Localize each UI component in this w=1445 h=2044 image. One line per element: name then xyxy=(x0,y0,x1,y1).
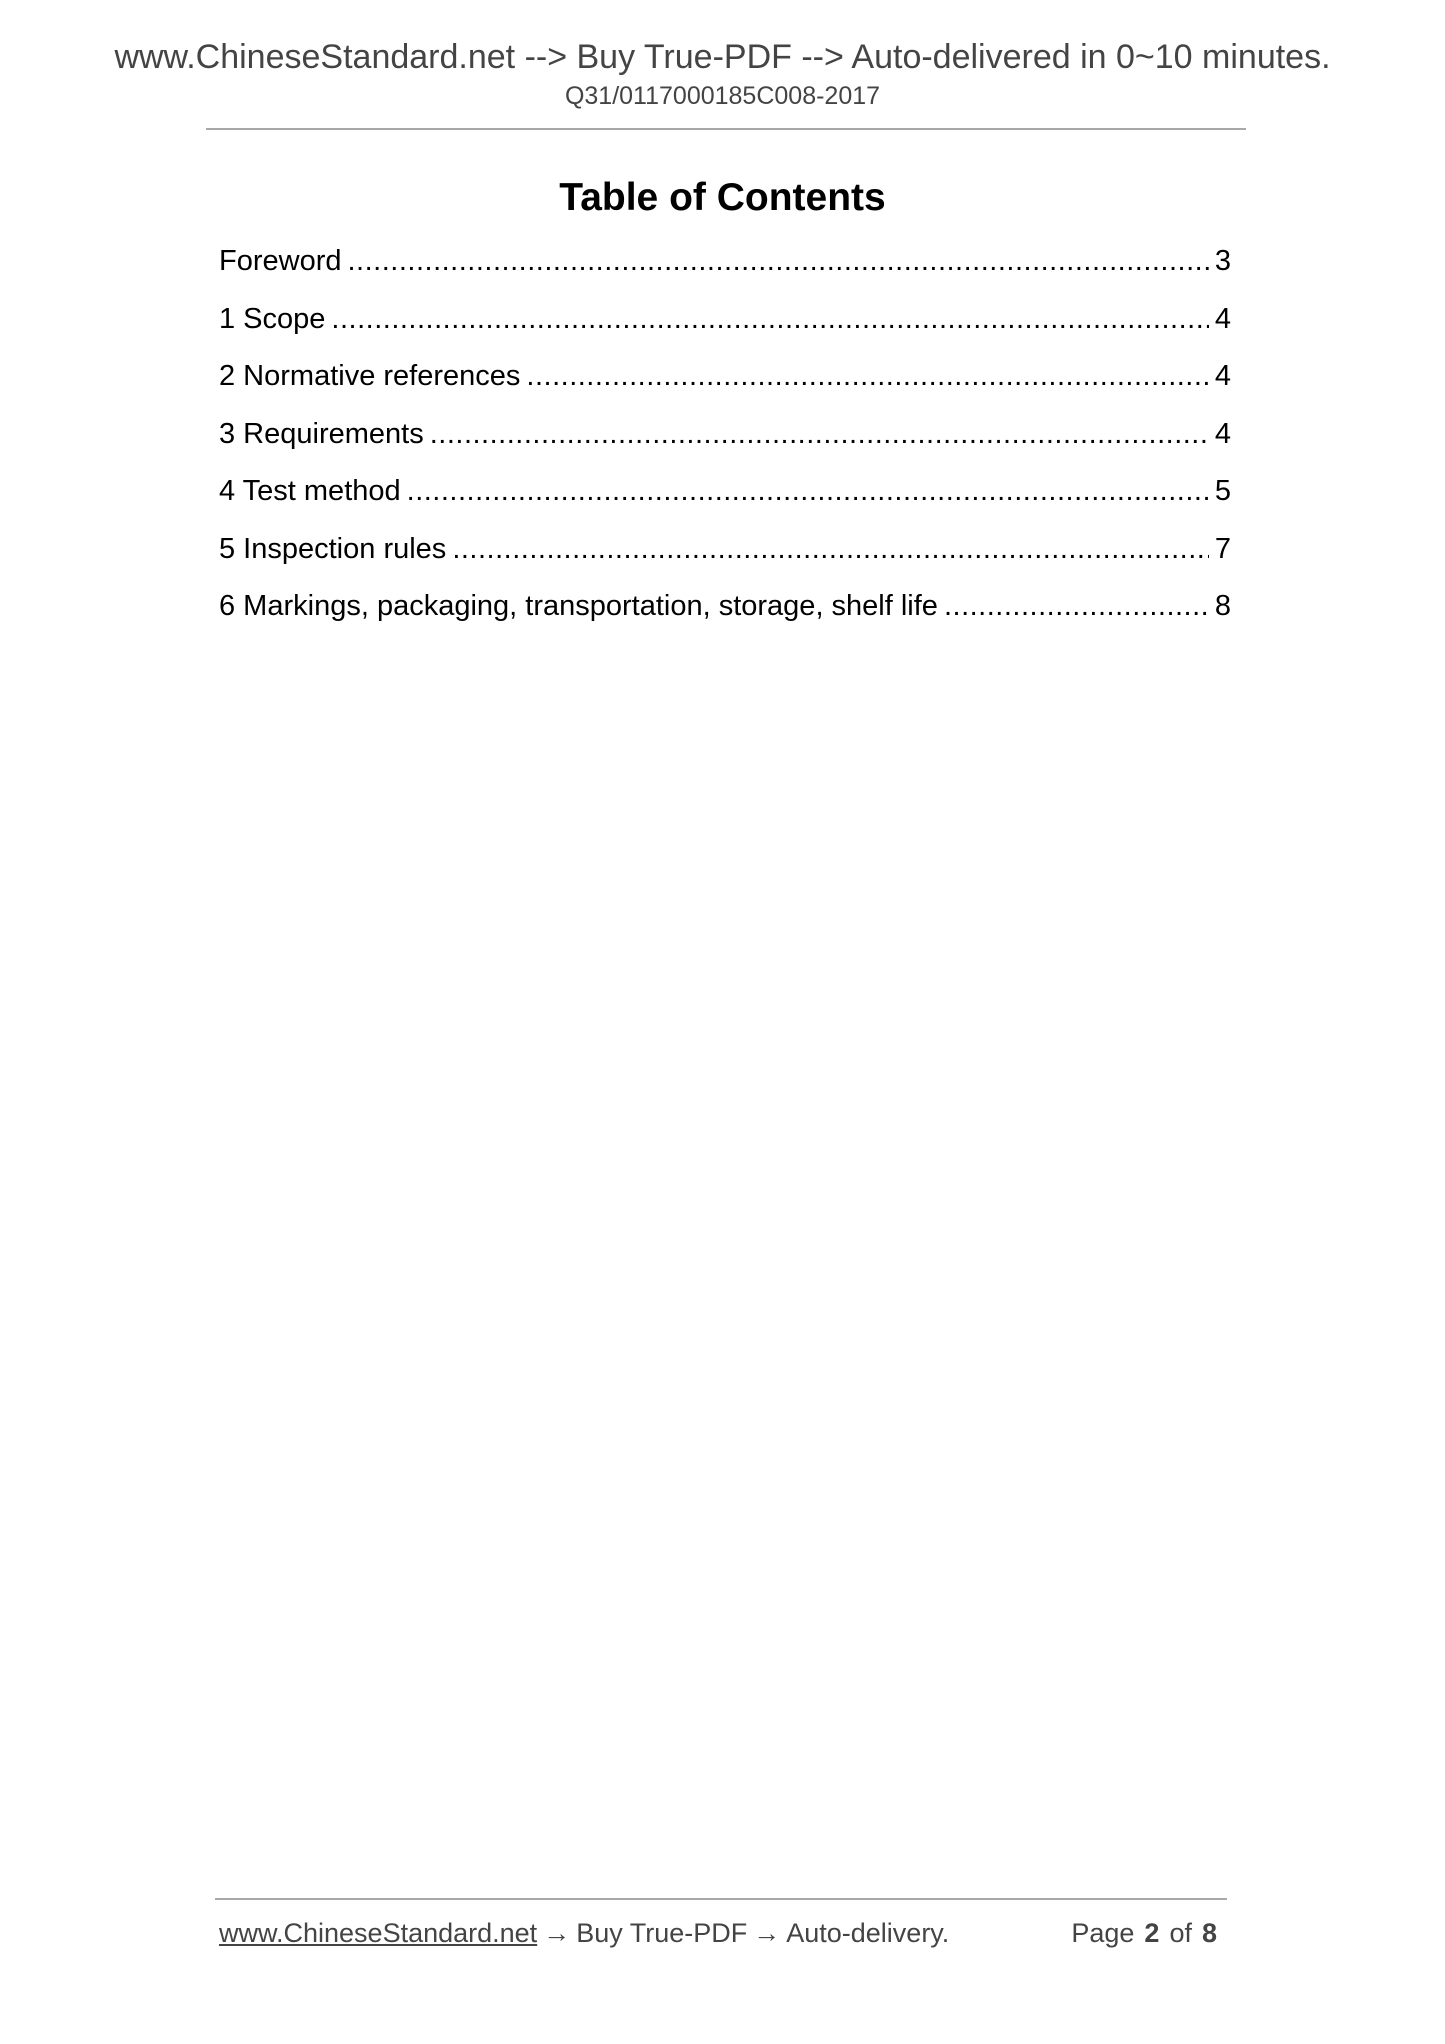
footer-divider xyxy=(215,1898,1227,1900)
toc-entry-markings[interactable] xyxy=(219,590,1231,648)
toc-entry-page: 4 xyxy=(1214,302,1231,335)
page-current: 2 xyxy=(1144,1918,1160,1948)
toc-entry-requirements[interactable] xyxy=(219,418,1231,476)
toc-entry-page: 3 xyxy=(1214,245,1231,277)
header-divider xyxy=(206,128,1246,130)
table-of-contents xyxy=(219,245,1231,648)
toc-leader-dots xyxy=(430,418,1209,451)
toc-entry-inspection-rules[interactable] xyxy=(219,533,1231,591)
document-code: Q31/0117000185C008-2017 xyxy=(564,82,881,110)
arrow-right-icon: → xyxy=(753,1918,781,1948)
toc-leader-dots xyxy=(407,475,1209,508)
toc-entry-label: 5 Inspection rules xyxy=(219,532,447,565)
toc-entry-normative-references[interactable] xyxy=(219,360,1231,418)
toc-leader-dots xyxy=(331,303,1208,336)
page-total: 8 xyxy=(1201,1918,1217,1948)
toc-entry-page: 4 xyxy=(1214,417,1231,450)
buy-true-pdf-text: Buy True-PDF xyxy=(576,1918,748,1948)
toc-leader-dots xyxy=(526,360,1208,393)
toc-entry-test-method[interactable] xyxy=(219,475,1231,533)
toc-entry-page: 5 xyxy=(1214,475,1231,507)
toc-leader-dots xyxy=(452,533,1209,566)
header-banner: www.ChineseStandard.net --> Buy True-PDF --> Auto-delivered in 0~10 minutes. xyxy=(114,38,1331,76)
toc-entry-foreword[interactable] xyxy=(219,245,1231,303)
toc-entry-scope[interactable] xyxy=(219,303,1231,361)
toc-entry-page: 4 xyxy=(1214,360,1231,392)
toc-entry-label: 1 Scope xyxy=(219,302,326,335)
toc-entry-label: 6 Markings, packaging, transportation, storage, shelf life xyxy=(219,590,938,622)
auto-delivery-text: Auto-delivery. xyxy=(786,1918,950,1948)
page-indicator xyxy=(1071,1918,1227,1949)
toc-leader-dots xyxy=(944,590,1209,623)
page-footer xyxy=(219,1918,1227,1949)
page-label: Page xyxy=(1071,1918,1135,1948)
toc-entry-label: 2 Normative references xyxy=(219,360,521,392)
toc-entry-label: 4 Test method xyxy=(219,475,401,507)
toc-entry-label: Foreword xyxy=(219,245,342,277)
toc-entry-label: 3 Requirements xyxy=(219,417,424,450)
toc-entry-page: 8 xyxy=(1214,590,1231,622)
toc-title: Table of Contents xyxy=(559,176,886,219)
page-of-label: of xyxy=(1169,1918,1192,1948)
footer-left xyxy=(219,1918,949,1949)
toc-entry-page: 7 xyxy=(1214,532,1231,565)
toc-leader-dots xyxy=(348,245,1209,278)
arrow-right-icon: → xyxy=(543,1918,571,1948)
site-link[interactable]: www.ChineseStandard.net xyxy=(219,1918,538,1948)
